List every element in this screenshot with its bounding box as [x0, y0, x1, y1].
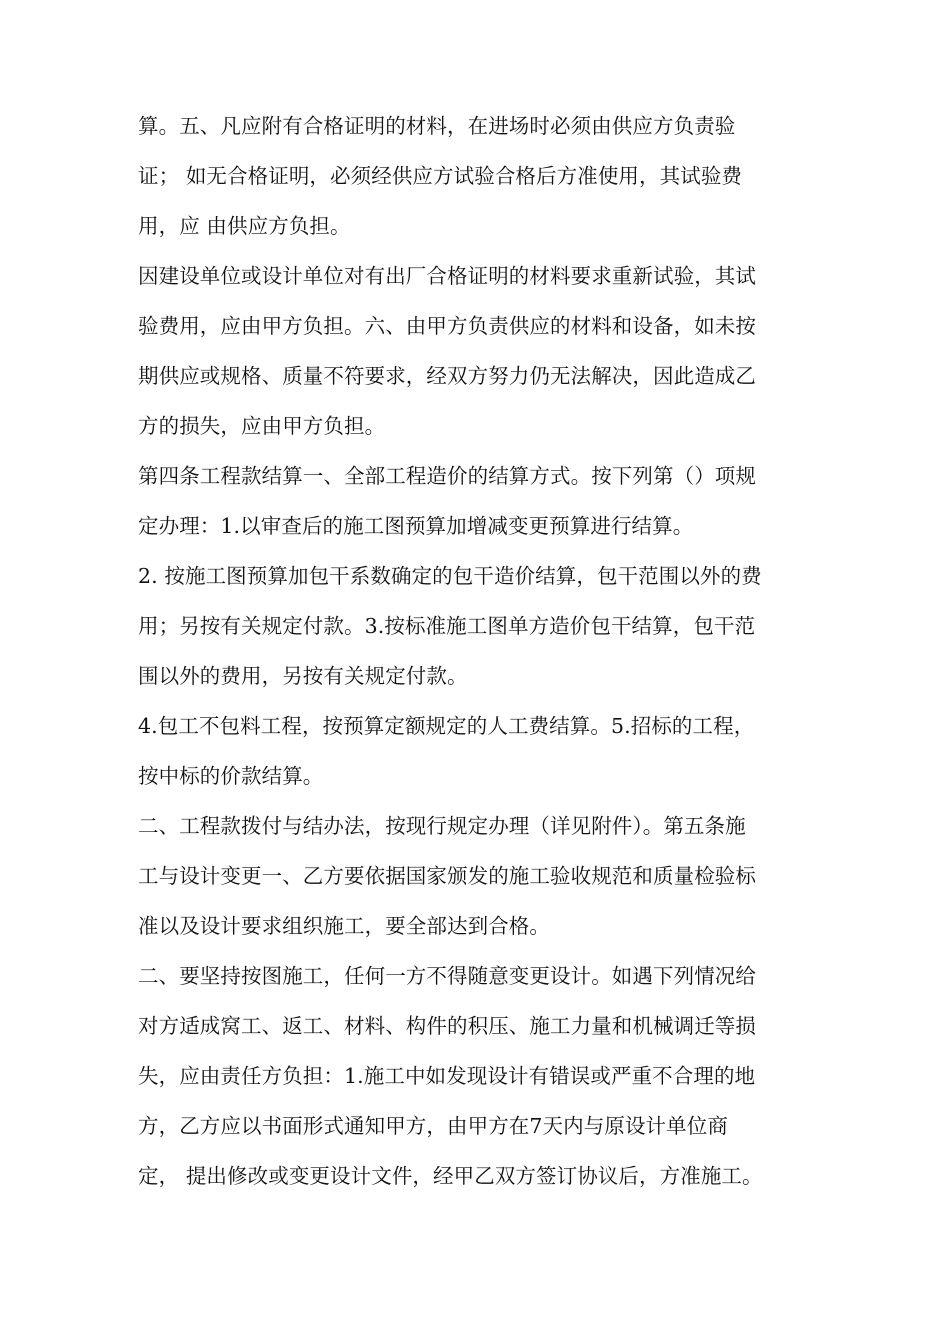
- text-line: 失，应由责任方负担：1.施工中如发现设计有错误或严重不合理的地: [138, 1064, 756, 1088]
- text-line: 验费用，应由甲方负担。六、由甲方负责供应的材料和设备，如未按: [138, 314, 756, 338]
- text-line: 按中标的价款结算。: [138, 764, 324, 788]
- text-line: 证； 如无合格证明，必须经供应方试验合格后方准使用，其试验费: [138, 164, 743, 188]
- text-line: 用，应 由供应方负担。: [138, 214, 351, 238]
- text-line: 准以及设计要求组织施工，要全部达到合格。: [138, 914, 550, 938]
- text-line: 方，乙方应以书面形式通知甲方，由甲方在7天内与原设计单位商: [138, 1114, 728, 1138]
- text-line: 2. 按施工图预算加包干系数确定的包干造价结算，包干范围以外的费: [138, 564, 762, 588]
- text-line: 用；另按有关规定付款。3.按标准施工图单方造价包干结算，包干范: [138, 614, 756, 638]
- text-line: 第四条工程款结算一、全部工程造价的结算方式。按下列第（）项规: [138, 464, 756, 488]
- text-line: 围以外的费用，另按有关规定付款。: [138, 664, 468, 688]
- text-line: 二、工程款拨付与结办法，按现行规定办理（详见附件）。第五条施: [138, 814, 746, 838]
- text-line: 对方适成窝工、返工、材料、构件的积压、施工力量和机械调迁等损: [138, 1014, 756, 1038]
- text-line: 二、要坚持按图施工，任何一方不得随意变更设计。如遇下列情况给: [138, 964, 756, 988]
- text-line: 方的损失，应由甲方负担。: [138, 414, 386, 438]
- text-line: 定， 提出修改或变更设计文件，经甲乙双方签订协议后，方准施工。: [138, 1164, 763, 1188]
- text-line: 算。五、凡应附有合格证明的材料，在进场时必须由供应方负责验: [138, 114, 736, 138]
- text-line: 定办理：1.以审查后的施工图预算加增减变更预算进行结算。: [138, 514, 694, 538]
- text-line: 因建设单位或设计单位对有出厂合格证明的材料要求重新试验，其试: [138, 264, 756, 288]
- text-line: 工与设计变更一、乙方要依据国家颁发的施工验收规范和质量检验标: [138, 864, 756, 888]
- text-line: 4.包工不包料工程，按预算定额规定的人工费结算。5.招标的工程，: [138, 714, 755, 738]
- text-line: 期供应或规格、质量不符要求，经双方努力仍无法解决，因此造成乙: [138, 364, 756, 388]
